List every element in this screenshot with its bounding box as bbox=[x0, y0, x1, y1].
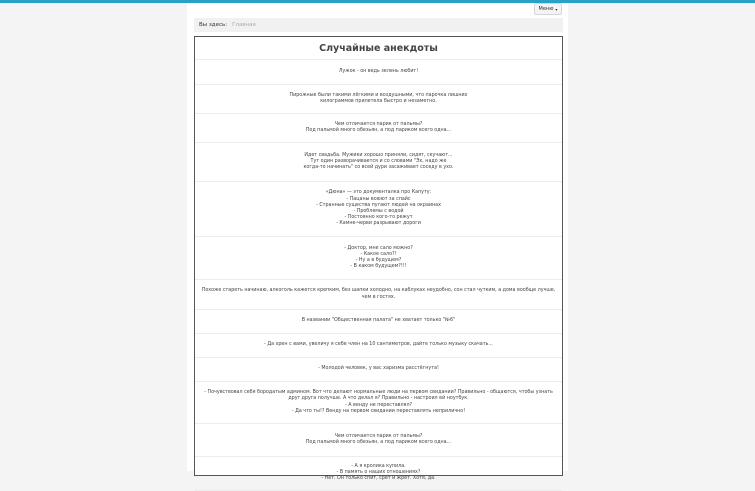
joke-item: Пирожные были такими лёгкими и воздушными, что парочка лишних килограммов прилетела быстро и незаметно. bbox=[195, 85, 562, 114]
page-title: Случайные анекдоты bbox=[195, 37, 562, 60]
jokes-table bbox=[194, 36, 563, 482]
breadcrumb-label: Вы здесь: bbox=[199, 22, 228, 28]
joke-item: - Почувствовал себя бородатым админом. Вот что делают нормальные люди на первом свидании? Правильно - общаются, чтобы узнать друг друга получше. А что делал я? Правильно - настроил ей ноутбук. - А венду не переставлял? - Да что ты!? Венду на первом свидании переставлять неприлично! bbox=[195, 382, 562, 424]
breadcrumb bbox=[194, 18, 563, 32]
joke-item: Чем отличается парик от пальмы? Под пальмой много обезьян, а под париком всего одна... bbox=[195, 114, 562, 143]
joke-item: «Дюна» — это документалка про Капуту: - Пацаны воюют за спайс - Странные существа пугают людей на окраинах - Проблемы с водой - Постоянно кого-то режут - Камне-черви разрывают дороги bbox=[195, 182, 562, 237]
joke-item: - Да хрен с вами, увеличу я себе член на 10 сантиметров, дайте только музыку скачать... bbox=[195, 334, 562, 358]
menu-button[interactable] bbox=[534, 3, 562, 15]
joke-item: Чем отличается парик от пальмы? Под пальмой много обезьян, а под париком всего одна... bbox=[195, 424, 562, 457]
breadcrumb-current[interactable]: Главная bbox=[232, 22, 256, 28]
caret-down-icon: ▾ bbox=[555, 6, 558, 12]
joke-item: - А я кролика купила. - В память о наших отношениях? - Нет. Он только спит, срёт и жрёт. Хотя, да. bbox=[195, 457, 562, 491]
joke-item: - Доктор, мне сало можно? - Какое сало?! - Ну а в будущем? - В каком будущем?!!! bbox=[195, 237, 562, 280]
menu-label: Меню bbox=[538, 6, 554, 12]
joke-item: - Молодой человек, у вас харизма расстёгнута! bbox=[195, 358, 562, 382]
joke-item: Похоже стареть начинаю, алкоголь кажется крепким, без шапки холодно, на каблуках неудобно, сон стал чутким, а дома вообще лучше, чем в гостях. bbox=[195, 280, 562, 310]
joke-item: В названии "Общественная палата" не хватает только "№6" bbox=[195, 310, 562, 334]
joke-item: Идет свадьба. Мужики хорошо приняли, сидят, скучают... Тут один разворачивается и со словами "Эх, надо же когда-то начинать" со всей дури засаживает соседу в ухо. bbox=[195, 143, 562, 182]
joke-item: Лужок - он ведь зелень любит! bbox=[195, 60, 562, 85]
